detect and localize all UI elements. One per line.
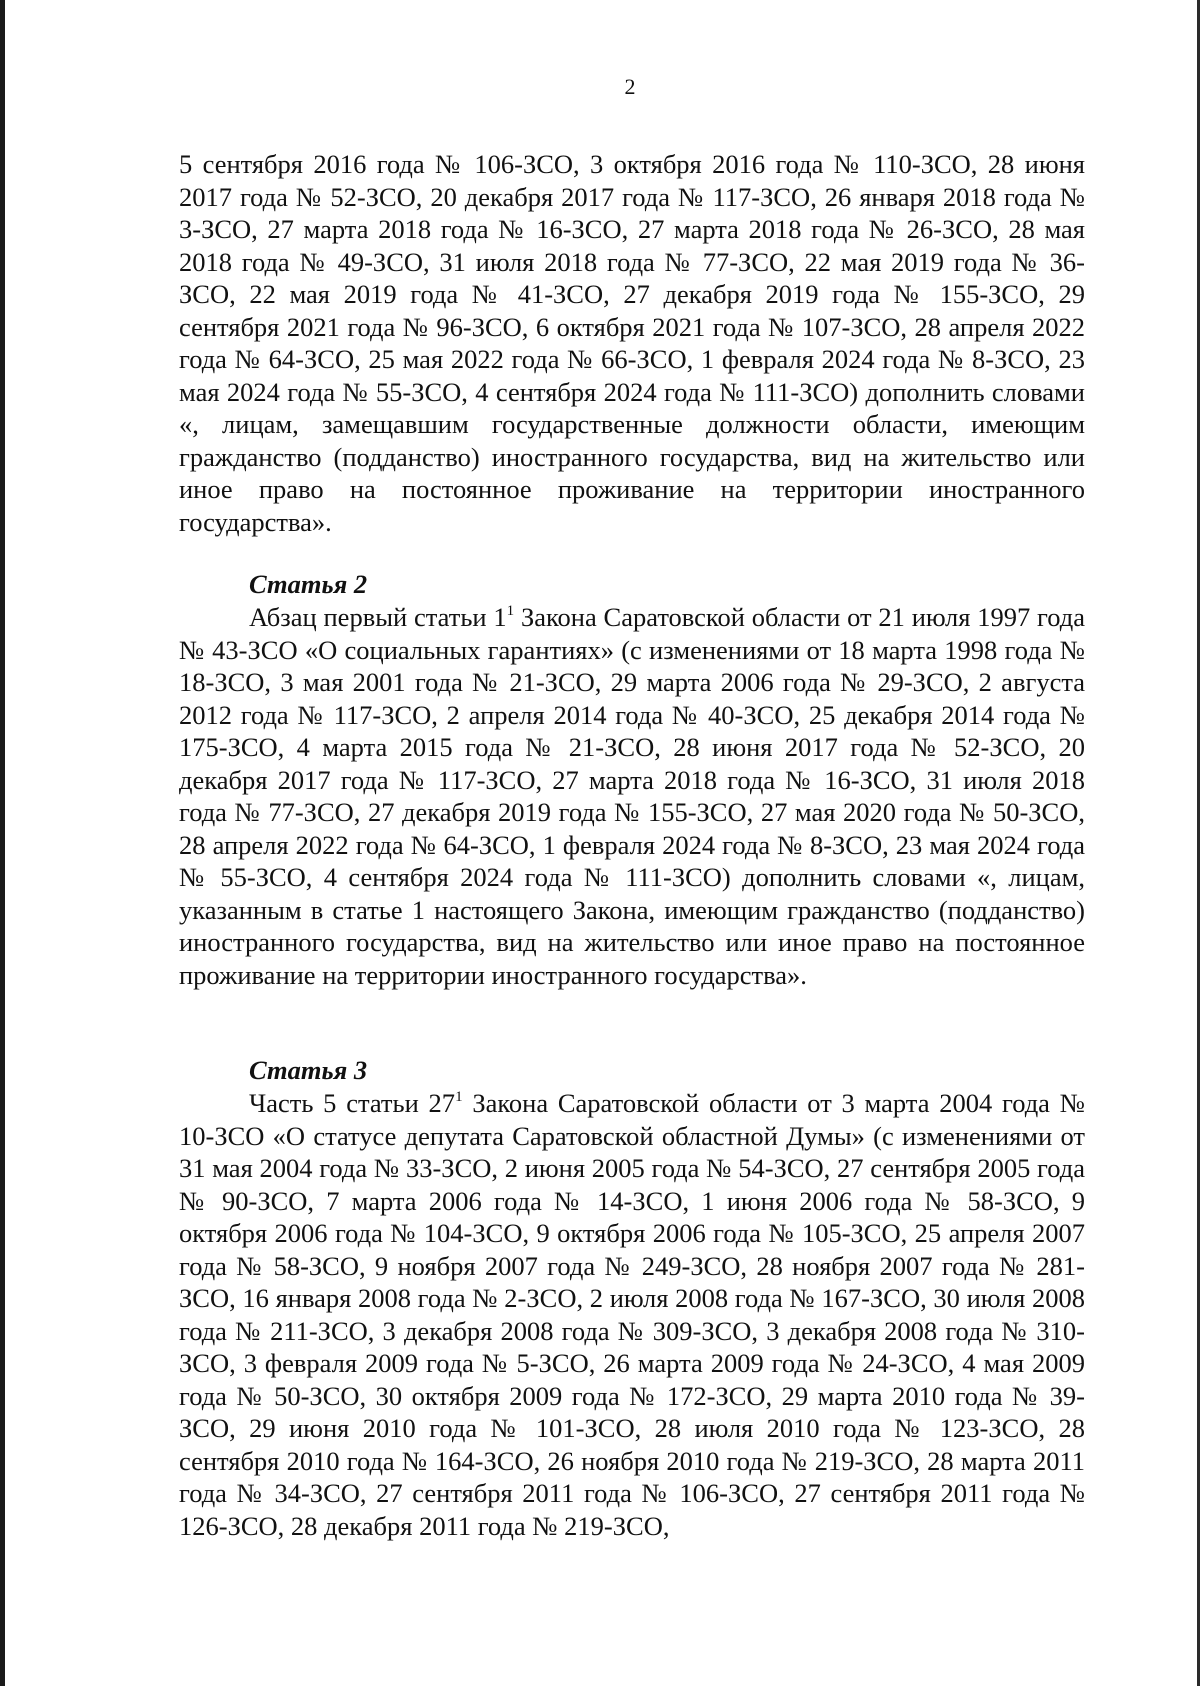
article-2-paragraph (179, 601, 1085, 991)
article-2-superscript: 1 (506, 603, 515, 619)
continuation-paragraph (179, 148, 1085, 538)
article-2-lead: Абзац первый статьи 1 (249, 602, 507, 632)
scan-edge-left (0, 0, 5, 1686)
article-2-heading: Статья 2 (249, 569, 368, 599)
article-3-lead: Часть 5 статьи 27 (249, 1088, 456, 1118)
page-number: 2 (624, 74, 636, 99)
article-3-heading: Статья 3 (249, 1055, 368, 1085)
article-3-paragraph (179, 1087, 1085, 1542)
article-3-superscript: 1 (455, 1089, 463, 1105)
article-3-text: Закона Саратовской области от 3 марта 2004 года № 10-ЗСО «О статусе депутата Саратовской областной Думы» (с изменениями от 31 мая 2004 года № 33-ЗСО, 2 июня 2005 года № 54-ЗСО, 27 сентября 2005 года № 90-ЗСО, 7 марта 2006 года № 14-ЗСО, 1 июня 2006 года № 58-ЗСО, 9 октября 2006 года № 104-ЗСО, 9 октября 2006 года № 105-ЗСО, 25 апреля 2007 года № 58-ЗСО, 9 ноября 2007 года № 249-ЗСО, 28 ноября 2007 года № 281-ЗСО, 16 января 2008 года № 2-ЗСО, 2 июля 2008 года № 167-ЗСО, 30 июля 2008 года № 211-ЗСО, 3 декабря 2008 года № 309-ЗСО, 3 декабря 2008 года № 310-ЗСО, 3 февраля 2009 года № 5-ЗСО, 26 марта 2009 года № 24-ЗСО, 4 мая 2009 года № 50-ЗСО, 30 октября 2009 года № 172-ЗСО, 29 марта 2010 года № 39-ЗСО, 29 июня 2010 года № 101-ЗСО, 28 июля 2010 года № 123-ЗСО, 28 сентября 2010 года № 164-ЗСО, 26 ноября 2010 года № 219-ЗСО, 28 марта 2011 года № 34-ЗСО, 27 сентября 2011 года № 106-ЗСО, 27 сентября 2011 года № 126-ЗСО, 28 декабря 2011 года № 219-ЗСО, (179, 1088, 1085, 1541)
article-2-text: Закона Саратовской области от 21 июля 1997 года № 43-ЗСО «О социальных гарантиях» (с изменениями от 18 марта 1998 года № 18-ЗСО, 3 мая 2001 года № 21-ЗСО, 29 марта 2006 года № 29-ЗСО, 2 августа 2012 года № 117-ЗСО, 2 апреля 2014 года № 40-ЗСО, 25 декабря 2014 года № 175-ЗСО, 4 марта 2015 года № 21-ЗСО, 28 июня 2017 года № 52-ЗСО, 20 декабря 2017 года № 117-ЗСО, 27 марта 2018 года № 16-ЗСО, 31 июля 2018 года № 77-ЗСО, 27 декабря 2019 года № 155-ЗСО, 27 мая 2020 года № 50-ЗСО, 28 апреля 2022 года № 64-ЗСО, 1 февраля 2024 года № 8-ЗСО, 23 мая 2024 года № 55-ЗСО, 4 сентября 2024 года № 111-ЗСО) дополнить словами «, лицам, указанным в статье 1 настоящего Закона, имеющим гражданство (подданство) иностранного государства, вид на жительство или иное право на постоянное проживание на территории иностранного государства». (179, 602, 1085, 990)
continuation-text: 5 сентября 2016 года № 106-ЗСО, 3 октября 2016 года № 110-ЗСО, 28 июня 2017 года № 52-ЗСО, 20 декабря 2017 года № 117-ЗСО, 26 января 2018 года № 3-ЗСО, 27 марта 2018 года № 16-ЗСО, 27 марта 2018 года № 26-ЗСО, 28 мая 2018 года № 49-ЗСО, 31 июля 2018 года № 77-ЗСО, 22 мая 2019 года № 36-ЗСО, 22 мая 2019 года № 41-ЗСО, 27 декабря 2019 года № 155-ЗСО, 29 сентября 2021 года № 96-ЗСО, 6 октября 2021 года № 107-ЗСО, 28 апреля 2022 года № 64-ЗСО, 25 мая 2022 года № 66-ЗСО, 1 февраля 2024 года № 8-ЗСО, 23 мая 2024 года № 55-ЗСО, 4 сентября 2024 года № 111-ЗСО) дополнить словами «, лицам, замещавшим государственные должности области, имеющим гражданство (подданство) иностранного государства, вид на жительство или иное право на постоянное проживание на территории иностранного государства». (179, 149, 1085, 537)
